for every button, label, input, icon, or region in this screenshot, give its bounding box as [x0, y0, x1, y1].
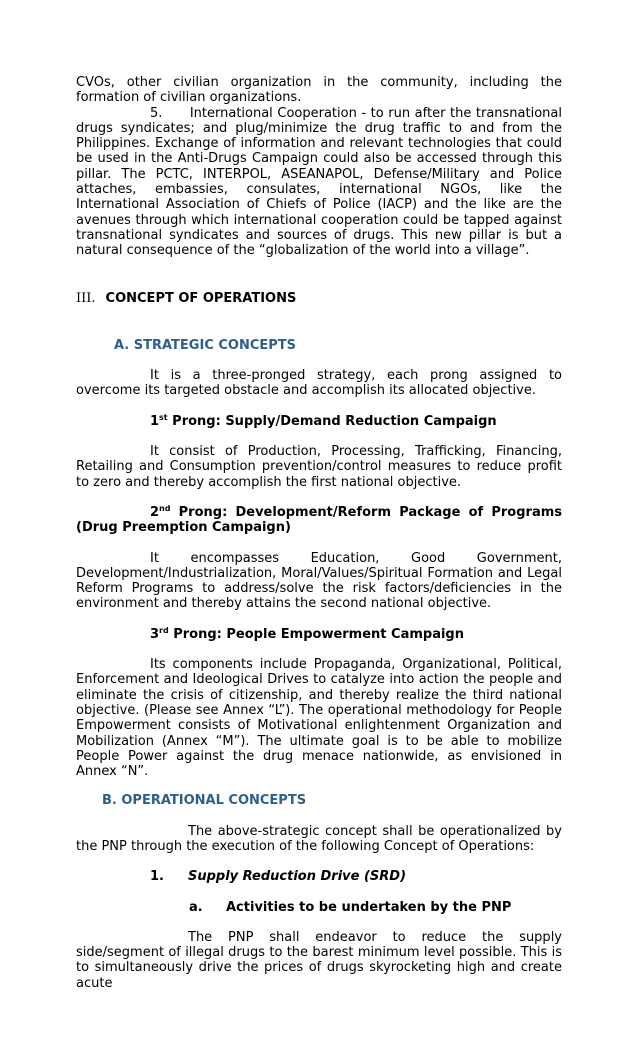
supply-reduction-paragraph: The PNP shall endeavor to reduce the supply side/segment of illegal drugs to the barest minimum level possible. This is to simultaneously drive the prices of drugs skyrocketing high and create acute	[76, 929, 562, 991]
prong-1-heading	[150, 414, 562, 429]
section-heading	[76, 291, 562, 306]
prong-3-heading	[150, 627, 562, 642]
prong-1-title: Prong: Supply/Demand Reduction Campaign	[167, 413, 497, 429]
prong-1-paragraph: It consist of Production, Processing, Trafficking, Financing, Retailing and Consumption prevention/control measures to reduce profit to zero and thereby accomplish the first national objective.	[76, 444, 562, 490]
item-1-number: 1.	[150, 869, 164, 885]
item-1-heading	[150, 869, 562, 884]
paragraph-continuation: CVOs, other civilian organization in the community, including the formation of civilian organizations.	[76, 75, 562, 106]
strategic-intro-paragraph: It is a three-pronged strategy, each prong assigned to overcome its targeted obstacle and accomplish its allocated objective.	[76, 368, 562, 399]
prong-1-ordinal: 1	[150, 413, 160, 429]
item-a-letter: a.	[189, 899, 203, 915]
prong-2-paragraph: It encompasses Education, Good Government, Development/Industrialization, Moral/Values/Spiritual Formation and Legal Reform Programs to address/solve the risk factors/deficiencies in the environment and thereby attains the second national objective.	[76, 550, 562, 612]
section-title: CONCEPT OF OPERATIONS	[105, 290, 297, 306]
item-1-title: Supply Reduction Drive (SRD)	[188, 869, 407, 885]
item-a-title: Activities to be undertaken by the PNP	[226, 899, 512, 915]
prong-2-suffix: nd	[159, 503, 171, 513]
prong-3-title: Prong: People Empowerment Campaign	[168, 626, 464, 642]
prong-3-paragraph: Its components include Propaganda, Organizational, Political, Enforcement and Ideological Drives to catalyze into action the people and eliminate the crisis of citizenship, and thereby realize the third national objective. (Please see Annex “L”). The operational methodology for People Empowerment consists of Motivational enlightenment Organization and Mobilization (Annex “M”). The ultimate goal is to be able to mobilize People Power against the drug menace nationwide, as envisioned in Annex “N”.	[76, 657, 562, 780]
item-a-heading	[189, 900, 562, 915]
prong-2-title: Prong: Development/Reform Package of Programs (Drug Preemption Campaign)	[76, 504, 562, 536]
prong-2-ordinal: 2	[150, 504, 160, 520]
prong-3-ordinal: 3	[150, 626, 160, 642]
operational-intro-paragraph: The above-strategic concept shall be operationalized by the PNP through the execution of the following Concept of Operations:	[76, 823, 562, 854]
prong-2-heading	[76, 505, 562, 536]
paragraph-international-cooperation: 5. International Cooperation - to run after the transnational drugs syndicates; and plug/minimize the drug traffic to and from the Philippines. Exchange of information and relevant technologies that could be used in the Anti-Drugs Campaign could also be accessed through this pillar. The PCTC, INTERPOL, ASEANAPOL, Defense/Military and Police attaches, embassies, consulates, international NGOs, like the International Association of Chiefs of Police (IACP) and the like are the avenues through which international cooperation could be tapped against transnational syndicates and sources of drugs. This new pillar is but a natural consequence of the “globalization of the world into a village”.	[76, 105, 562, 259]
prong-1-suffix: st	[159, 412, 168, 422]
strategic-concepts-heading: A. STRATEGIC CONCEPTS	[114, 337, 297, 353]
operational-concepts-heading: B. OPERATIONAL CONCEPTS	[102, 793, 307, 809]
prong-3-suffix: rd	[159, 625, 169, 635]
section-numeral: III.	[76, 290, 96, 306]
